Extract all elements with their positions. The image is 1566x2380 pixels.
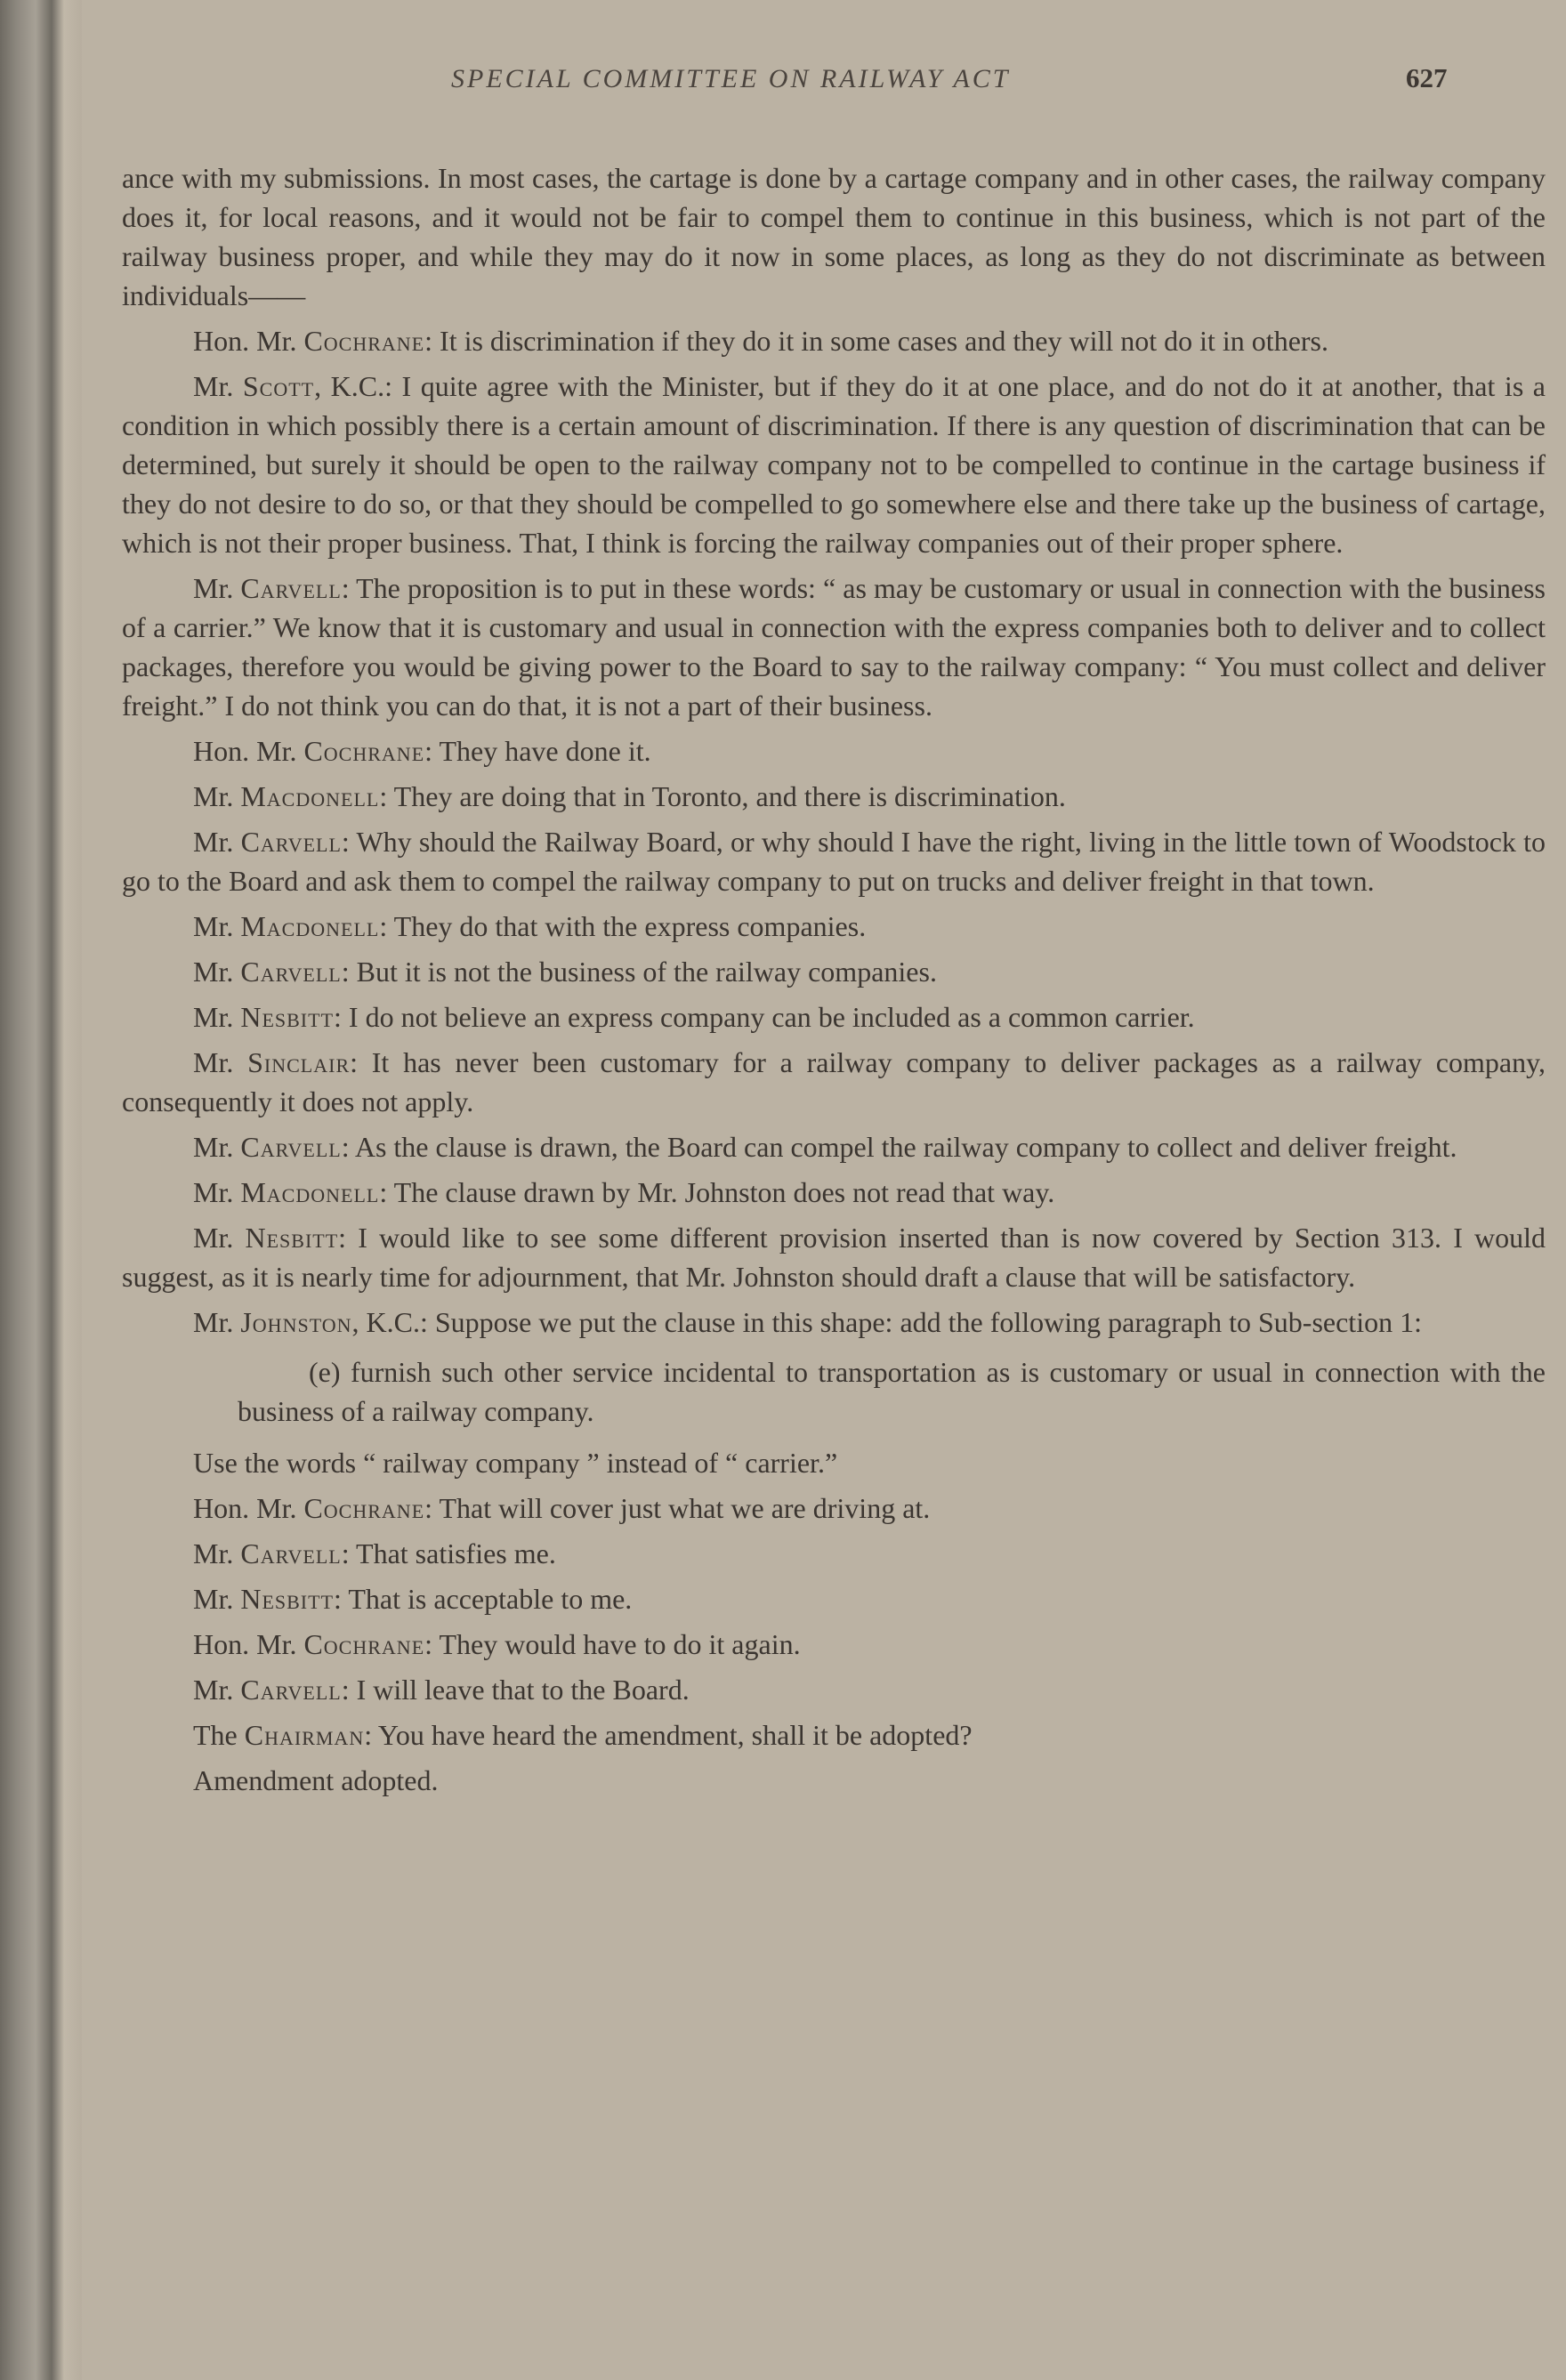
speaker-name: Cochrane bbox=[303, 1628, 425, 1660]
speech-paragraph bbox=[122, 1534, 1546, 1573]
speech-paragraph bbox=[122, 569, 1546, 725]
speaker-title: Mr. bbox=[193, 1222, 246, 1254]
speaker-title: Mr. bbox=[193, 1046, 248, 1078]
paragraph-text: Suppose we put the clause in this shape: add the following paragraph to Sub-section 1: bbox=[427, 1306, 1422, 1338]
speaker-name: Carvell bbox=[240, 826, 342, 858]
speaker-title: Mr. bbox=[193, 370, 243, 402]
speaker-name: Macdonell bbox=[240, 910, 380, 942]
speech-paragraph bbox=[122, 997, 1546, 1037]
speaker-title: Mr. bbox=[193, 1537, 241, 1569]
speaker-title: Hon. Mr. bbox=[193, 1628, 304, 1660]
speaker-name: Carvell bbox=[240, 1674, 342, 1706]
speech-paragraph bbox=[122, 822, 1546, 900]
text-paragraph bbox=[122, 1443, 1546, 1482]
speaker-title: Hon. Mr. bbox=[193, 325, 304, 357]
speaker-suffix: : bbox=[379, 910, 388, 942]
transcript-body bbox=[122, 158, 1546, 1806]
speaker-name: Scott bbox=[242, 370, 315, 402]
speaker-title: Mr. bbox=[193, 572, 241, 604]
speaker-name: Cochrane bbox=[303, 325, 425, 357]
speech-paragraph bbox=[122, 1127, 1546, 1166]
speech-paragraph bbox=[122, 1173, 1546, 1212]
speaker-title: The bbox=[193, 1719, 245, 1751]
paragraph-text: (e) furnish such other service incidental to transportation as is customary or usual in connection with the business of a railway company. bbox=[238, 1356, 1546, 1427]
speaker-title: Mr. bbox=[193, 780, 241, 812]
paragraph-text: I would like to see some different provision inserted than is now covered by Section 313. I would suggest, as it is nearly time for adjournment, that Mr. Johnston should draft a clause that will be satisfactory. bbox=[122, 1222, 1546, 1293]
speech-paragraph bbox=[122, 907, 1546, 946]
speaker-name: Macdonell bbox=[240, 1176, 380, 1208]
speech-paragraph bbox=[122, 1670, 1546, 1709]
speech-paragraph bbox=[122, 1303, 1546, 1342]
speech-paragraph bbox=[122, 1218, 1546, 1296]
speech-paragraph bbox=[122, 1625, 1546, 1664]
speaker-suffix: : bbox=[379, 780, 388, 812]
speech-paragraph bbox=[122, 731, 1546, 770]
paragraph-text: You have heard the amendment, shall it be adopted? bbox=[372, 1719, 973, 1751]
speaker-name: Chairman bbox=[244, 1719, 365, 1751]
speaker-name: Nesbitt bbox=[245, 1222, 339, 1254]
speaker-title: Mr. bbox=[193, 1001, 241, 1033]
paragraph-text: The clause drawn by Mr. Johnston does not read that way. bbox=[387, 1176, 1055, 1208]
speaker-suffix: : bbox=[341, 956, 350, 988]
speech-paragraph bbox=[122, 952, 1546, 991]
text-paragraph bbox=[122, 158, 1546, 315]
speaker-suffix: : bbox=[341, 1674, 350, 1706]
speech-paragraph bbox=[122, 777, 1546, 816]
speaker-suffix: : bbox=[341, 572, 350, 604]
paragraph-text: It is discrimination if they do it in some cases and they will not do it in others. bbox=[432, 325, 1328, 357]
paragraph-text: ance with my submissions. In most cases, the cartage is done by a cartage company and in other cases, the railway company does it, for local reasons, and it would not be fair to compel them to continue in this business, which is not part of the railway business proper, and while they may do it now in some places, as long as they do not discriminate as between individuals—— bbox=[122, 162, 1546, 311]
page-header bbox=[82, 64, 1566, 109]
speaker-title: Mr. bbox=[193, 1583, 241, 1615]
speaker-title: Mr. bbox=[193, 826, 241, 858]
speaker-title: Mr. bbox=[193, 910, 241, 942]
paragraph-text: As the clause is drawn, the Board can compel the railway company to collect and deliver freight. bbox=[349, 1131, 1457, 1163]
paragraph-text: Why should the Railway Board, or why should I have the right, living in the little town of Woodstock to go to the Board and ask them to compel the railway company to put on trucks and deliver freight in that town. bbox=[122, 826, 1546, 897]
page-number: 627 bbox=[1406, 62, 1448, 93]
speaker-suffix: : bbox=[424, 1628, 433, 1660]
paragraph-text: I quite agree with the Minister, but if they do it at one place, and do not do it at another, that is a condition in which possibly there is a certain amount of discrimination. If there is any question of discrimination that can be determined, but surely it should be open to the railway company not to be compelled to continue in the cartage business if they do not desire to do so, or that they should be compelled to go somewhere else and there take up the business of cartage, which is not their proper business. That, I think is forcing the railway companies out of their proper sphere. bbox=[122, 370, 1546, 559]
speaker-suffix: : bbox=[338, 1222, 347, 1254]
book-spine bbox=[0, 0, 82, 2380]
speaker-name: Carvell bbox=[240, 1131, 342, 1163]
paragraph-text: They do that with the express companies. bbox=[387, 910, 867, 942]
speaker-suffix: : bbox=[350, 1046, 359, 1078]
paragraph-text: They would have to do it again. bbox=[432, 1628, 801, 1660]
speaker-suffix: : bbox=[341, 1131, 350, 1163]
speaker-name: Carvell bbox=[240, 1537, 342, 1569]
paragraph-text: The proposition is to put in these words: “ as may be customary or usual in connection with the business of a carrier.” We know that it is customary and usual in connection with the express companies both to deliver and to collect packages, therefore you would be giving power to the Board to say to the railway company: “ You must collect and deliver freight.” I do not think you can do that, it is not a part of their business. bbox=[122, 572, 1546, 722]
speaker-suffix: , K.C.: bbox=[351, 1306, 428, 1338]
speaker-suffix: : bbox=[379, 1176, 388, 1208]
paragraph-text: Use the words “ railway company ” instead of “ carrier.” bbox=[193, 1447, 838, 1479]
paragraph-text: But it is not the business of the railway companies. bbox=[349, 956, 937, 988]
speaker-title: Mr. bbox=[193, 1306, 241, 1338]
book-page bbox=[82, 0, 1566, 2380]
speaker-suffix: : bbox=[424, 325, 433, 357]
speech-paragraph bbox=[122, 1489, 1546, 1528]
speaker-title: Hon. Mr. bbox=[193, 735, 304, 767]
speech-paragraph bbox=[122, 321, 1546, 360]
speaker-title: Mr. bbox=[193, 956, 241, 988]
speaker-name: Cochrane bbox=[303, 735, 425, 767]
speaker-suffix: : bbox=[341, 1537, 350, 1569]
text-paragraph bbox=[122, 1761, 1546, 1800]
speaker-suffix: : bbox=[424, 1492, 433, 1524]
paragraph-text: Amendment adopted. bbox=[193, 1764, 439, 1796]
text-paragraph bbox=[122, 1352, 1546, 1431]
speech-paragraph bbox=[122, 367, 1546, 562]
paragraph-text: They are doing that in Toronto, and there is discrimination. bbox=[387, 780, 1066, 812]
speaker-name: Nesbitt bbox=[240, 1001, 335, 1033]
paragraph-text: That will cover just what we are driving at. bbox=[432, 1492, 931, 1524]
speaker-name: Johnston bbox=[240, 1306, 352, 1338]
speaker-suffix: : bbox=[424, 735, 433, 767]
speech-paragraph bbox=[122, 1043, 1546, 1121]
speaker-name: Carvell bbox=[240, 572, 342, 604]
speaker-suffix: , K.C.: bbox=[314, 370, 392, 402]
speaker-suffix: : bbox=[364, 1719, 373, 1751]
speaker-suffix: : bbox=[341, 826, 350, 858]
speaker-title: Mr. bbox=[193, 1131, 241, 1163]
speaker-title: Hon. Mr. bbox=[193, 1492, 304, 1524]
speaker-name: Carvell bbox=[240, 956, 342, 988]
speech-paragraph bbox=[122, 1579, 1546, 1618]
paragraph-text: That satisfies me. bbox=[349, 1537, 556, 1569]
paragraph-text: I will leave that to the Board. bbox=[349, 1674, 690, 1706]
speaker-suffix: : bbox=[334, 1583, 342, 1615]
paragraph-text: It has never been customary for a railway company to deliver packages as a railway company, consequently it does not apply. bbox=[122, 1046, 1546, 1117]
paragraph-text: They have done it. bbox=[432, 735, 651, 767]
speaker-suffix: : bbox=[334, 1001, 342, 1033]
speaker-title: Mr. bbox=[193, 1674, 241, 1706]
speaker-title: Mr. bbox=[193, 1176, 241, 1208]
running-title: SPECIAL COMMITTEE ON RAILWAY ACT bbox=[451, 64, 1011, 93]
speaker-name: Cochrane bbox=[303, 1492, 425, 1524]
speaker-name: Nesbitt bbox=[240, 1583, 335, 1615]
paragraph-text: I do not believe an express company can be included as a common carrier. bbox=[341, 1001, 1195, 1033]
speaker-name: Macdonell bbox=[240, 780, 380, 812]
speaker-name: Sinclair bbox=[247, 1046, 351, 1078]
speech-paragraph bbox=[122, 1715, 1546, 1755]
paragraph-text: That is acceptable to me. bbox=[341, 1583, 633, 1615]
